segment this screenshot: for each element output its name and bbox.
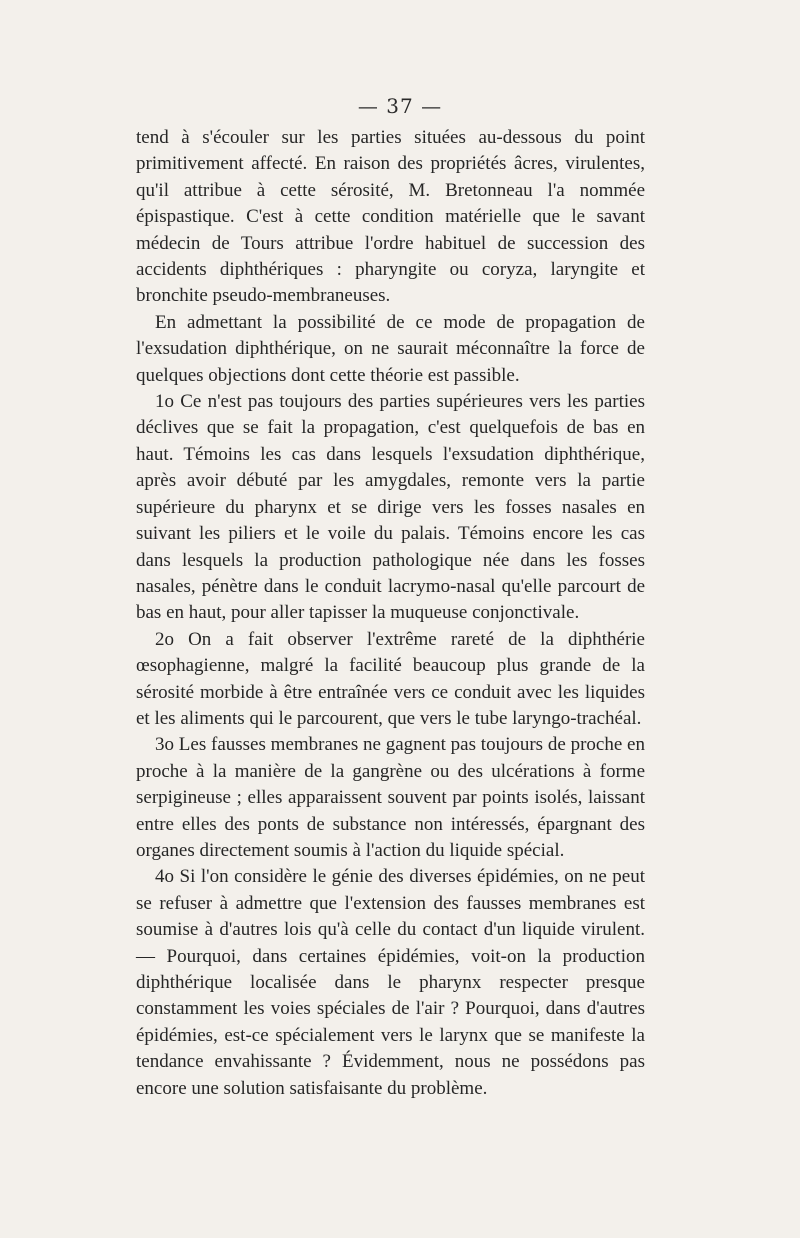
paragraph-point-1: 1o Ce n'est pas toujours des parties supérieures vers les parties déclives que se fait la propagation, c'est quelquefois de bas en haut. Témoins les cas dans lesquels l'exsudation diphthérique, après avoir débuté par les amygdales, remonte vers la partie supérieure du pharynx et se dirige vers les fosses nasales en suivant les piliers et le voile du palais. Témoins encore les cas dans lesquels la production pathologique née dans les fosses nasales, pénètre dans le conduit lacrymo-nasal qu'elle parcourt de bas en haut, pour aller tapisser la muqueuse conjonctivale. <box>136 391 645 624</box>
paragraph-point-3: 3o Les fausses membranes ne gagnent pas toujours de proche en proche à la manière de la gangrène ou des ulcérations à forme serpigineuse ; elles apparaissent souvent par points isolés, laissant entre elles des ponts de substance non intéressés, épargnant des organes directement soumis à l'action du liquide spécial. <box>136 734 645 861</box>
paragraph-continuation: tend à s'écouler sur les parties situées au-dessous du point primitivement affecté. En raison des propriétés âcres, virulentes, qu'il attribue à cette sérosité, M. Bretonneau l'a nommée épispastique. C'est à cette condition matérielle que le savant médecin de Tours attribue l'ordre habituel de succession des accidents diphthériques : pharyngite ou coryza, laryngite et bronchite pseudo-membraneuses. <box>136 127 645 307</box>
paragraph-point-2: 2o On a fait observer l'extrême rareté de la diphthérie œsophagienne, malgré la facilité beaucoup plus grande de la sérosité morbide à être entraînée vers ce conduit avec les liquides et les aliments qui le parcourent, que vers le tube laryngo-trachéal. <box>136 628 645 729</box>
paragraph-point-4: 4o Si l'on considère le génie des diverses épidémies, on ne peut se refuser à admettre que l'extension des fausses membranes est soumise à d'autres lois qu'à celle du contact d'un liquide virulent. — Pourquoi, dans certaines épidémies, voit-on la production diphthérique localisée dans le pharynx respecter presque constamment les voies spéciales de l'air ? Pourquoi, dans d'autres épidémies, est-ce spécialement vers le larynx que se manifeste la tendance envahissante ? Évidemment, nous ne possédons pas encore une solution satisfaisante du problème. <box>136 866 645 1099</box>
paragraph-objections-intro: En admettant la possibilité de ce mode de propagation de l'exsudation diphthérique, on ne saurait méconnaître la force de quelques objections dont cette théorie est passible. <box>136 311 645 386</box>
body-text <box>136 125 645 1102</box>
page-number: — 37 — <box>357 94 443 118</box>
